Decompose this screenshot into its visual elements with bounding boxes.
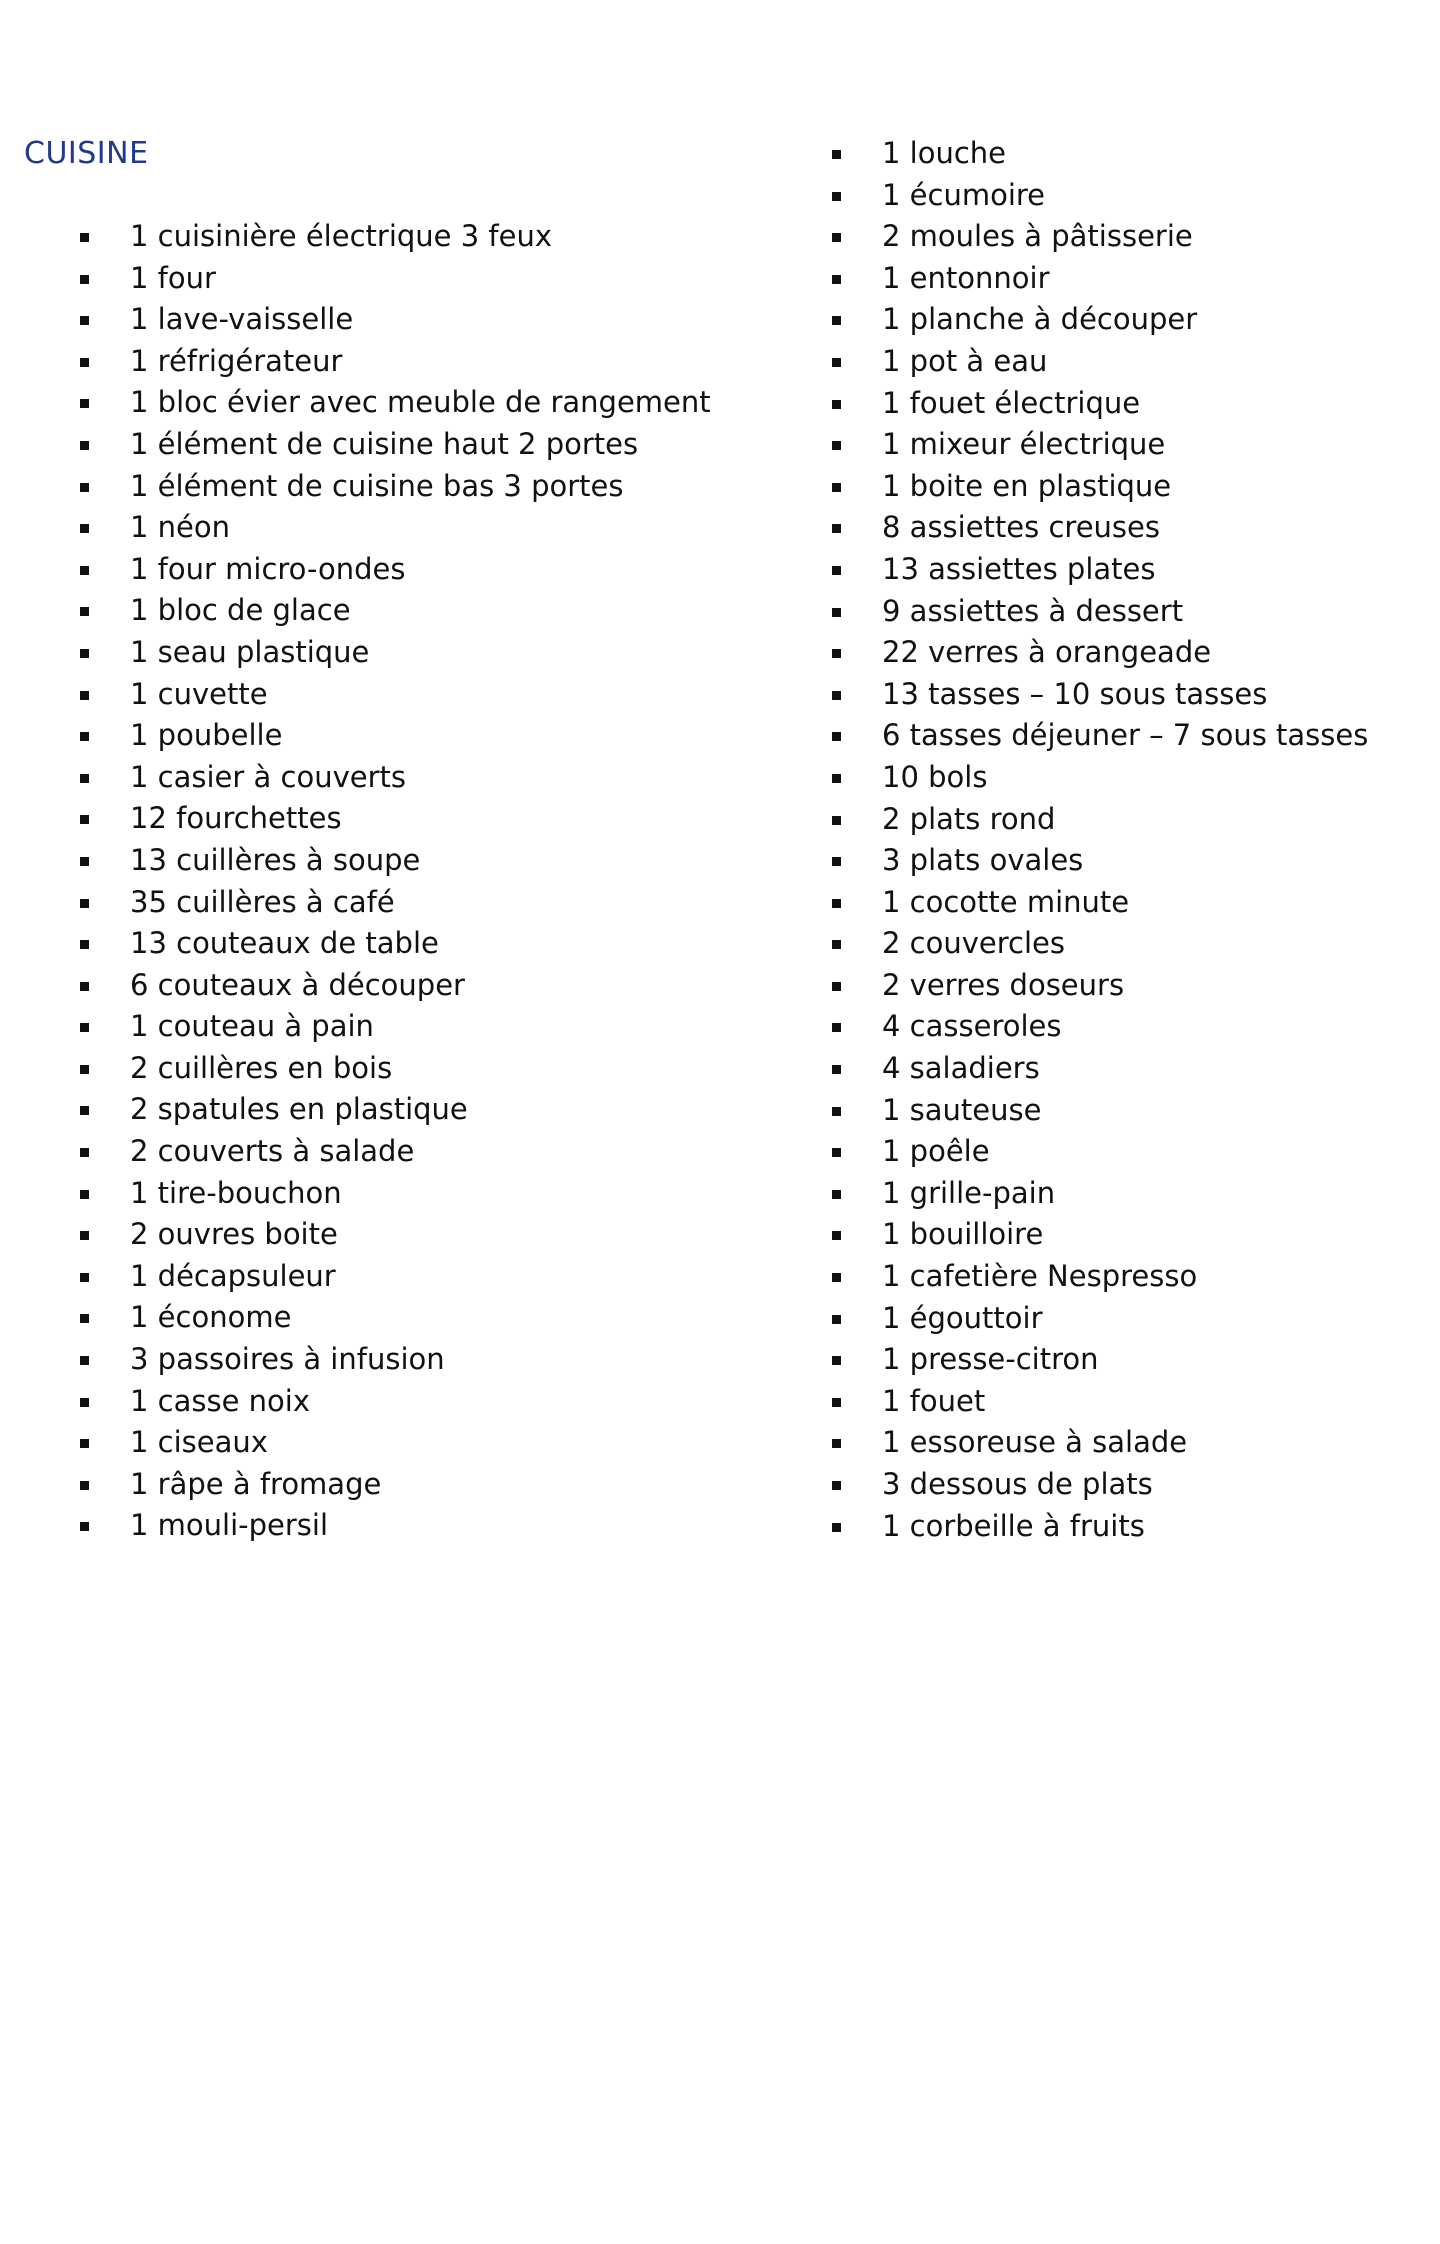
- square-bullet-icon: [80, 1398, 89, 1407]
- list-item: [830, 1214, 1368, 1256]
- square-bullet-icon: [80, 774, 89, 783]
- square-bullet-icon: [80, 732, 89, 741]
- list-item-text: 1 fouet: [882, 1383, 986, 1418]
- list-item-text: 3 passoires à infusion: [130, 1342, 445, 1377]
- list-item-text: 1 poubelle: [130, 718, 283, 753]
- square-bullet-icon: [80, 566, 89, 575]
- square-bullet-icon: [80, 1231, 89, 1240]
- square-bullet-icon: [80, 1314, 89, 1323]
- list-item-text: 1 essoreuse à salade: [882, 1425, 1188, 1460]
- square-bullet-icon: [80, 1273, 89, 1282]
- list-item: [830, 840, 1368, 882]
- list-item: [830, 466, 1368, 508]
- list-item-text: 1 boite en plastique: [882, 468, 1172, 503]
- list-item: [830, 757, 1368, 799]
- list-item-text: 1 élément de cuisine bas 3 portes: [130, 468, 624, 503]
- square-bullet-icon: [80, 358, 89, 367]
- square-bullet-icon: [832, 982, 841, 991]
- square-bullet-icon: [832, 816, 841, 825]
- list-item-text: 1 bloc évier avec meuble de rangement: [130, 385, 711, 420]
- square-bullet-icon: [80, 649, 89, 658]
- square-bullet-icon: [80, 483, 89, 492]
- list-item: [78, 923, 711, 965]
- list-item-text: 22 verres à orangeade: [882, 635, 1212, 670]
- square-bullet-icon: [80, 899, 89, 908]
- square-bullet-icon: [832, 150, 841, 159]
- list-item-text: 1 couteau à pain: [130, 1009, 374, 1044]
- list-item: [78, 1173, 711, 1215]
- square-bullet-icon: [832, 358, 841, 367]
- list-item-text: 1 néon: [130, 510, 231, 545]
- list-item-text: 1 mouli-persil: [130, 1508, 329, 1543]
- list-item: [78, 341, 711, 383]
- list-item-text: 1 sauteuse: [882, 1092, 1042, 1127]
- square-bullet-icon: [832, 192, 841, 201]
- list-item-text: 6 tasses déjeuner – 7 sous tasses: [882, 718, 1369, 753]
- list-item-text: 1 grille-pain: [882, 1175, 1056, 1210]
- list-item: [830, 674, 1368, 716]
- square-bullet-icon: [832, 1481, 841, 1490]
- list-item-text: 1 écumoire: [882, 177, 1046, 212]
- list-item-text: 1 planche à découper: [882, 302, 1198, 337]
- list-item: [78, 882, 711, 924]
- square-bullet-icon: [80, 1023, 89, 1032]
- list-item-text: 1 cuvette: [130, 676, 268, 711]
- list-item: [78, 1505, 711, 1547]
- square-bullet-icon: [80, 275, 89, 284]
- list-item: [78, 299, 711, 341]
- list-item-text: 1 corbeille à fruits: [882, 1508, 1145, 1543]
- list-item: [78, 1214, 711, 1256]
- list-item-text: 1 cocotte minute: [882, 884, 1130, 919]
- square-bullet-icon: [832, 1356, 841, 1365]
- list-item-text: 1 four micro-ondes: [130, 551, 406, 586]
- list-item: [78, 424, 711, 466]
- square-bullet-icon: [832, 1107, 841, 1116]
- list-item-text: 4 casseroles: [882, 1009, 1062, 1044]
- list-item-text: 4 saladiers: [882, 1051, 1040, 1086]
- list-item-text: 2 verres doseurs: [882, 967, 1125, 1002]
- square-bullet-icon: [80, 1148, 89, 1157]
- square-bullet-icon: [832, 608, 841, 617]
- list-item: [830, 1006, 1368, 1048]
- list-item: [78, 674, 711, 716]
- square-bullet-icon: [832, 940, 841, 949]
- list-item: [830, 133, 1368, 175]
- list-item: [830, 1339, 1368, 1381]
- list-item: [78, 466, 711, 508]
- list-item: [830, 383, 1368, 425]
- list-item-text: 1 décapsuleur: [130, 1258, 336, 1293]
- list-item: [78, 507, 711, 549]
- list-item-text: 1 économe: [130, 1300, 292, 1335]
- list-item: [78, 216, 711, 258]
- list-item-text: 1 seau plastique: [130, 634, 370, 669]
- list-item: [830, 632, 1368, 674]
- list-item: [78, 258, 711, 300]
- list-item-text: 1 élément de cuisine haut 2 portes: [130, 426, 639, 461]
- list-item: [78, 1464, 711, 1506]
- inventory-list-right: [830, 133, 1368, 1547]
- list-item-text: 1 presse-citron: [882, 1342, 1099, 1377]
- list-item-text: 1 mixeur électrique: [882, 427, 1166, 462]
- list-item-text: 2 spatules en plastique: [130, 1092, 468, 1127]
- square-bullet-icon: [832, 774, 841, 783]
- list-item-text: 1 bouilloire: [882, 1217, 1044, 1252]
- list-item: [78, 632, 711, 674]
- list-item: [78, 549, 711, 591]
- list-item-text: 1 égouttoir: [882, 1300, 1043, 1335]
- list-item-text: 1 louche: [882, 136, 1007, 170]
- square-bullet-icon: [80, 1481, 89, 1490]
- square-bullet-icon: [832, 1523, 841, 1532]
- list-item: [830, 424, 1368, 466]
- list-item: [830, 1422, 1368, 1464]
- list-item-text: 1 four: [130, 260, 216, 295]
- list-item: [78, 1381, 711, 1423]
- square-bullet-icon: [832, 1398, 841, 1407]
- list-item-text: 1 casse noix: [130, 1383, 311, 1418]
- square-bullet-icon: [80, 857, 89, 866]
- list-item: [830, 1464, 1368, 1506]
- square-bullet-icon: [832, 275, 841, 284]
- list-item-text: 1 entonnoir: [882, 260, 1050, 295]
- list-item-text: 2 couverts à salade: [130, 1134, 415, 1169]
- square-bullet-icon: [832, 524, 841, 533]
- list-item: [830, 258, 1368, 300]
- list-item: [830, 1256, 1368, 1298]
- list-item-text: 1 poêle: [882, 1134, 990, 1169]
- list-item-text: 8 assiettes creuses: [882, 510, 1160, 545]
- list-item-text: 13 couteaux de table: [130, 926, 439, 961]
- square-bullet-icon: [832, 691, 841, 700]
- list-item-text: 10 bols: [882, 759, 988, 794]
- square-bullet-icon: [80, 691, 89, 700]
- list-item: [830, 341, 1368, 383]
- list-item-text: 3 plats ovales: [882, 843, 1084, 878]
- list-item-text: 2 moules à pâtisserie: [882, 219, 1193, 254]
- list-item: [78, 1256, 711, 1298]
- square-bullet-icon: [80, 399, 89, 408]
- square-bullet-icon: [80, 1190, 89, 1199]
- list-item: [78, 965, 711, 1007]
- list-item: [78, 1048, 711, 1090]
- list-item: [830, 965, 1368, 1007]
- square-bullet-icon: [80, 441, 89, 450]
- list-item: [830, 1381, 1368, 1423]
- square-bullet-icon: [80, 1065, 89, 1074]
- list-item-text: 1 tire-bouchon: [130, 1175, 342, 1210]
- square-bullet-icon: [832, 400, 841, 409]
- list-item-text: 1 casier à couverts: [130, 759, 406, 794]
- list-item: [78, 1297, 711, 1339]
- list-item: [830, 923, 1368, 965]
- list-item: [830, 299, 1368, 341]
- square-bullet-icon: [832, 1065, 841, 1074]
- list-item: [78, 382, 711, 424]
- square-bullet-icon: [832, 1315, 841, 1324]
- list-item: [78, 1131, 711, 1173]
- list-item: [830, 549, 1368, 591]
- square-bullet-icon: [80, 1439, 89, 1448]
- square-bullet-icon: [80, 815, 89, 824]
- list-item: [78, 590, 711, 632]
- square-bullet-icon: [832, 233, 841, 242]
- square-bullet-icon: [832, 1439, 841, 1448]
- list-item: [78, 1339, 711, 1381]
- list-item-text: 13 assiettes plates: [882, 551, 1156, 586]
- square-bullet-icon: [80, 1522, 89, 1531]
- list-item: [830, 1506, 1368, 1548]
- list-item-text: 1 lave-vaisselle: [130, 302, 354, 337]
- list-item: [830, 1298, 1368, 1340]
- list-item-text: 1 cafetière Nespresso: [882, 1259, 1198, 1294]
- square-bullet-icon: [832, 649, 841, 658]
- list-item-text: 35 cuillères à café: [130, 884, 395, 919]
- list-item-text: 1 râpe à fromage: [130, 1466, 382, 1501]
- list-item-text: 12 fourchettes: [130, 801, 342, 836]
- list-item: [78, 1422, 711, 1464]
- list-item: [830, 175, 1368, 217]
- inventory-list-left: [78, 216, 711, 1547]
- square-bullet-icon: [832, 857, 841, 866]
- square-bullet-icon: [832, 483, 841, 492]
- list-item: [78, 798, 711, 840]
- square-bullet-icon: [80, 940, 89, 949]
- list-item-text: 1 bloc de glace: [130, 593, 351, 628]
- square-bullet-icon: [832, 566, 841, 575]
- list-item: [78, 1006, 711, 1048]
- list-item-text: 2 couvercles: [882, 926, 1065, 961]
- list-item-text: 13 tasses – 10 sous tasses: [882, 676, 1268, 711]
- square-bullet-icon: [80, 982, 89, 991]
- list-item: [830, 1048, 1368, 1090]
- list-item: [830, 715, 1368, 757]
- list-item: [830, 507, 1368, 549]
- list-item-text: 2 plats rond: [882, 801, 1056, 836]
- list-item-text: 1 ciseaux: [130, 1425, 268, 1460]
- list-item-text: 1 fouet électrique: [882, 385, 1141, 420]
- list-item: [78, 757, 711, 799]
- list-item-text: 2 cuillères en bois: [130, 1050, 393, 1085]
- list-item-text: 1 pot à eau: [882, 343, 1048, 378]
- square-bullet-icon: [80, 1106, 89, 1115]
- square-bullet-icon: [80, 524, 89, 533]
- list-item-text: 1 cuisinière électrique 3 feux: [130, 219, 552, 253]
- list-item: [78, 1089, 711, 1131]
- square-bullet-icon: [80, 233, 89, 242]
- square-bullet-icon: [80, 1356, 89, 1365]
- list-item: [830, 882, 1368, 924]
- list-item-text: 13 cuillères à soupe: [130, 842, 421, 877]
- list-item: [830, 1173, 1368, 1215]
- section-title: CUISINE: [24, 136, 149, 171]
- list-item: [830, 216, 1368, 258]
- square-bullet-icon: [832, 899, 841, 908]
- square-bullet-icon: [832, 316, 841, 325]
- square-bullet-icon: [832, 441, 841, 450]
- list-item-text: 9 assiettes à dessert: [882, 593, 1184, 628]
- square-bullet-icon: [832, 732, 841, 741]
- square-bullet-icon: [832, 1190, 841, 1199]
- list-item-text: 3 dessous de plats: [882, 1467, 1153, 1501]
- list-item: [830, 1131, 1368, 1173]
- square-bullet-icon: [80, 316, 89, 325]
- square-bullet-icon: [832, 1273, 841, 1282]
- square-bullet-icon: [832, 1148, 841, 1157]
- list-item-text: 2 ouvres boite: [130, 1217, 338, 1252]
- square-bullet-icon: [80, 607, 89, 616]
- list-item: [830, 1090, 1368, 1132]
- list-item: [78, 840, 711, 882]
- list-item-text: 1 réfrigérateur: [130, 343, 343, 378]
- list-item: [830, 591, 1368, 633]
- list-item-text: 6 couteaux à découper: [130, 967, 465, 1002]
- square-bullet-icon: [832, 1231, 841, 1240]
- list-item: [830, 799, 1368, 841]
- list-item: [78, 715, 711, 757]
- square-bullet-icon: [832, 1023, 841, 1032]
